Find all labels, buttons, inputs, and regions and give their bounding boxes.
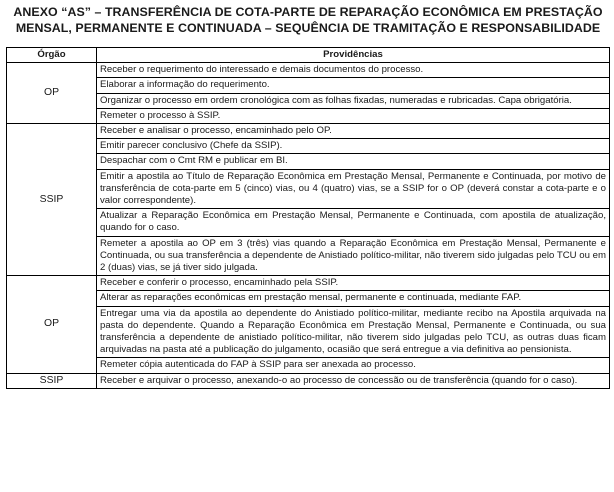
header-providencias: Providências — [97, 48, 610, 63]
orgao-cell: OP — [7, 276, 97, 373]
table-row — [7, 139, 610, 154]
table-row — [7, 108, 610, 123]
providencia-cell: Remeter o processo à SSIP. — [97, 108, 610, 123]
table-row — [7, 236, 610, 276]
providencia-cell: Alterar as reparações econômicas em prestação mensal, permanente e continuada, mediante FAP. — [97, 291, 610, 306]
providencia-cell: Entregar uma via da apostila ao dependente do Anistiado político-militar, mediante recibo na Apostila arquivada na pasta do dependente. Quando a Reparação Econômica em Prestação Mensal, Permanente e Continuada, ou sua transferência a dependente de anistiado político-militar, não tiverem sido julgadas pelo TCU, as outras duas ficam arquivadas na pasta até a publicação do julgamento, ocasião que será entregue a via definitiva ao pensionista. — [97, 306, 610, 358]
table-row — [7, 276, 610, 291]
table-row — [7, 306, 610, 358]
providencia-cell: Emitir a apostila ao Título de Reparação Econômica em Prestação Mensal, Permanente e Continuada, por motivo de transferência de cota-parte em 5 (cinco) vias, ou 4 (quatro) vias, se a SSIP for o OP (deverá constar a cota-parte e o valor correspondente). — [97, 169, 610, 209]
orgao-cell: OP — [7, 63, 97, 124]
orgao-cell: SSIP — [7, 373, 97, 388]
table-row — [7, 209, 610, 236]
providencia-cell: Remeter cópia autenticada do FAP à SSIP para ser anexada ao processo. — [97, 358, 610, 373]
header-orgao: Órgão — [7, 48, 97, 63]
providencia-cell: Elaborar a informação do requerimento. — [97, 78, 610, 93]
table-body — [7, 63, 610, 389]
providencia-cell: Organizar o processo em ordem cronológica com as folhas fixadas, numeradas e rubricadas. Capa obrigatória. — [97, 93, 610, 108]
orgao-cell: SSIP — [7, 124, 97, 276]
providencia-cell: Atualizar a Reparação Econômica em Prestação Mensal, Permanente e Continuada, com apostila de atualização, quando for o caso. — [97, 209, 610, 236]
table-row — [7, 93, 610, 108]
title-line-1: ANEXO “AS” – TRANSFERÊNCIA DE COTA-PARTE DE REPARAÇÃO ECONÔMICA EM PRESTAÇÃO — [13, 5, 603, 19]
providencia-cell: Receber e analisar o processo, encaminhado pelo OP. — [97, 124, 610, 139]
table-row — [7, 78, 610, 93]
document-title — [6, 4, 610, 36]
providencia-cell: Despachar com o Cmt RM e publicar em BI. — [97, 154, 610, 169]
table-row — [7, 63, 610, 78]
table-row — [7, 358, 610, 373]
providencia-cell: Receber e conferir o processo, encaminhado pela SSIP. — [97, 276, 610, 291]
providencia-cell: Remeter a apostila ao OP em 3 (três) vias quando a Reparação Econômica em Prestação Mensal, Permanente e Continuada, ou sua transferência a dependente de Anistiado político-militar, não tiverem sido julgadas pelo TCU ou em 2 (duas) vias, se já tiver sido julgada. — [97, 236, 610, 276]
table-row — [7, 169, 610, 209]
procedure-table — [6, 47, 610, 389]
providencia-cell: Emitir parecer conclusivo (Chefe da SSIP). — [97, 139, 610, 154]
providencia-cell: Receber o requerimento do interessado e demais documentos do processo. — [97, 63, 610, 78]
table-header-row — [7, 48, 610, 63]
title-line-2: MENSAL, PERMANENTE E CONTINUADA – SEQUÊNCIA DE TRAMITAÇÃO E RESPONSABILIDADE — [15, 21, 601, 35]
table-row — [7, 154, 610, 169]
table-row — [7, 124, 610, 139]
table-row — [7, 373, 610, 388]
providencia-cell: Receber e arquivar o processo, anexando-o ao processo de concessão ou de transferência (quando for o caso). — [97, 373, 610, 388]
table-row — [7, 291, 610, 306]
